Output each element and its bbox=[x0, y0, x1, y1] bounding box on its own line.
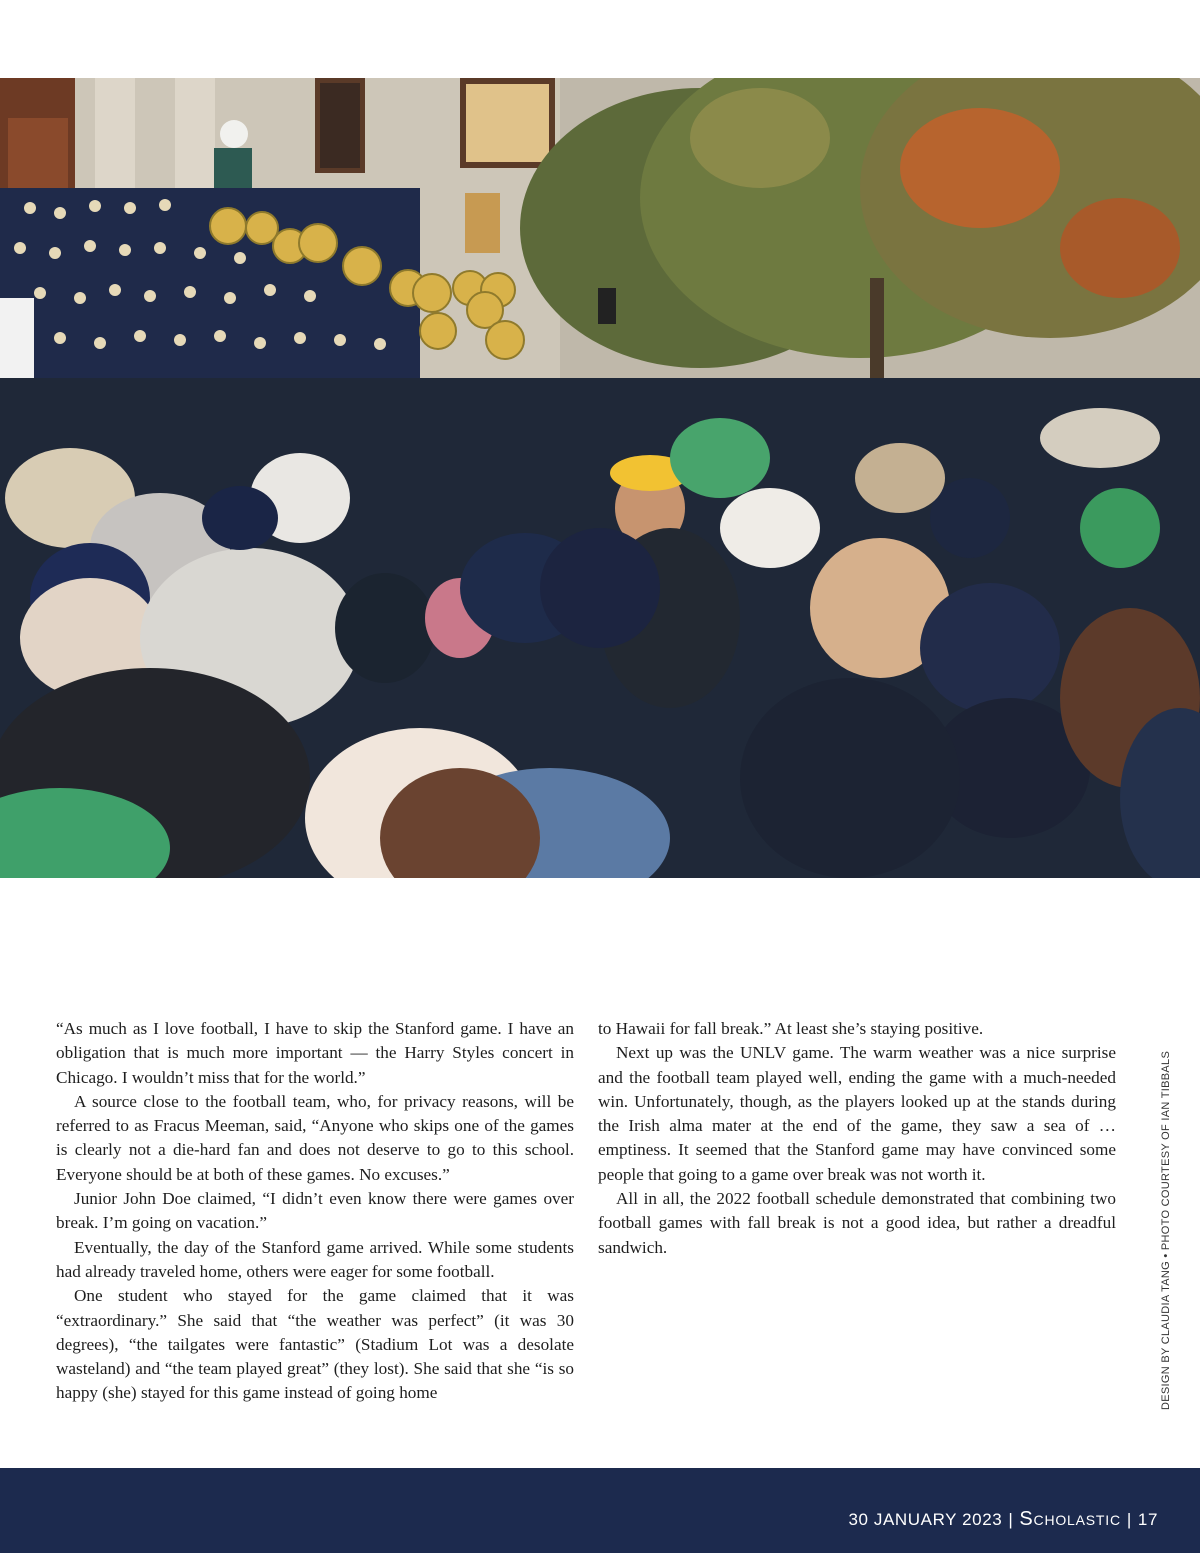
folio-separator: | bbox=[1126, 1510, 1132, 1529]
article-column-left bbox=[56, 1017, 574, 1406]
crowd-photo-illustration bbox=[0, 78, 1200, 878]
folio-separator: | bbox=[1008, 1510, 1014, 1529]
paragraph: Next up was the UNLV game. The warm weather was a nice surprise and the football team played well, ending the game with a much-needed win. Unfortunately, though, as the players looked up at the stands during the Irish alma mater at the end of the game, they saw a sea of … emptiness. It seemed that the Stanford game may have convinced some people that going to a game over break was not worth it. bbox=[598, 1043, 1116, 1184]
design-photo-credit: DESIGN BY CLAUDIA TANG • PHOTO COURTESY OF IAN TIBBALS bbox=[1160, 1050, 1172, 1410]
crowd-photo bbox=[0, 78, 1200, 878]
issue-date: 30 JANUARY 2023 bbox=[848, 1510, 1003, 1529]
article-column-right bbox=[598, 1017, 1116, 1260]
paragraph: A source close to the football team, who, for privacy reasons, will be referred to as Fracus Meeman, said, “Anyone who skips one of the games is clearly not a die-hard fan and does not deserve to go to this school. Everyone should be at both of these games. No excuses.” bbox=[56, 1091, 574, 1184]
paragraph: to Hawaii for fall break.” At least she’s staying positive. bbox=[598, 1019, 984, 1038]
paragraph: Junior John Doe claimed, “I didn’t even know there were games over break. I’m going on vacation.” bbox=[56, 1189, 574, 1233]
paragraph: All in all, the 2022 football schedule demonstrated that combining two football games with fall break is not a good idea, but rather a dreadful sandwich. bbox=[598, 1189, 1116, 1257]
magazine-name: Scholastic bbox=[1019, 1508, 1121, 1530]
paragraph: One student who stayed for the game claimed that it was “extraordinary.” She said that “the weather was perfect” (it was 30 degrees), “the tailgates were fantastic” (Stadium Lot was a desolate wasteland) and “the team played great” (they lost). She said that she “is so happy (she) stayed for this game instead of going home bbox=[56, 1286, 574, 1403]
paragraph: “As much as I love football, I have to skip the Stanford game. I have an obligation that is much more important — the Harry Styles concert in Chicago. I wouldn’t miss that for the world.” bbox=[56, 1019, 574, 1087]
footer-bar bbox=[0, 1468, 1200, 1553]
page-number: 17 bbox=[1137, 1510, 1158, 1529]
folio bbox=[848, 1508, 1158, 1531]
paragraph: Eventually, the day of the Stanford game arrived. While some students had already traveled home, others were eager for some football. bbox=[56, 1237, 574, 1281]
